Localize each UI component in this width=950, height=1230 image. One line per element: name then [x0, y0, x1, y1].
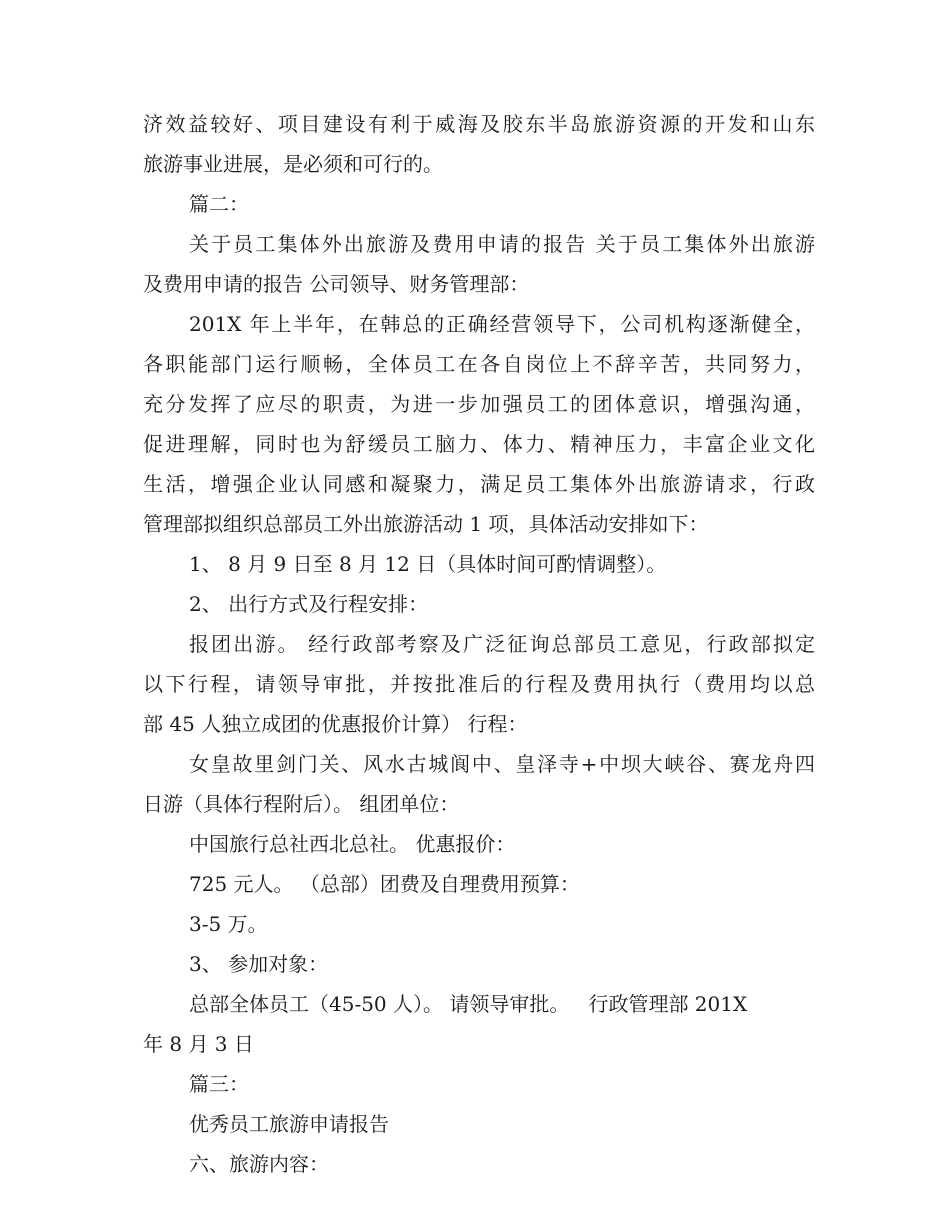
text-line: 促进理解，同时也为舒缓员工脑力、体力、精神压力，丰富企业文化	[143, 432, 815, 456]
text-line: 中国旅行总社西北总社。 优惠报价：	[189, 832, 516, 856]
text-line: 及费用申请的报告 公司领导、财务管理部：	[143, 272, 530, 296]
section-heading: 篇三：	[189, 1072, 249, 1096]
text-line: 部 45 人独立成团的优惠报价计算） 行程：	[143, 712, 528, 736]
list-item: 1、 8 月 9 日至 8 月 12 日（具体时间可酌情调整）。	[189, 552, 667, 576]
text-line: 旅游事业进展，是必须和可行的。	[143, 152, 443, 176]
text-line: 总部全体员工（45-50 人）。 请领导审批。 行政管理部 201X	[189, 992, 748, 1016]
text-line: 201X 年上半年，在韩总的正确经营领导下，公司机构逐渐健全，	[189, 312, 815, 336]
document-body	[143, 104, 815, 1184]
text-line: 关于员工集体外出旅游及费用申请的报告 关于员工集体外出旅游	[189, 232, 815, 256]
list-item: 2、 出行方式及行程安排：	[189, 592, 429, 616]
text-line: 3-5 万。	[189, 912, 268, 936]
text-line: 优秀员工旅游申请报告	[189, 1112, 389, 1136]
text-line: 生活，增强企业认同感和凝聚力，满足员工集体外出旅游请求，行政	[143, 472, 815, 496]
section-heading: 篇二：	[189, 192, 249, 216]
text-line: 管理部拟组织总部员工外出旅游活动 1 项，具体活动安排如下：	[143, 512, 709, 536]
text-line: 各职能部门运行顺畅，全体员工在各自岗位上不辞辛苦，共同努力，	[143, 352, 815, 376]
text-line: 济效益较好、项目建设有利于威海及胶东半岛旅游资源的开发和山东	[143, 112, 815, 136]
text-line: 报团出游。 经行政部考察及广泛征询总部员工意见，行政部拟定	[189, 632, 815, 656]
text-line: 日游（具体行程附后）。 组团单位：	[143, 792, 460, 816]
text-line: 年 8 月 3 日	[143, 1032, 254, 1056]
text-line: 以下行程，请领导审批，并按批准后的行程及费用执行（费用均以总	[143, 672, 815, 696]
text-line: 充分发挥了应尽的职责，为进一步加强员工的团体意识，增强沟通，	[143, 392, 815, 416]
list-item: 3、 参加对象：	[189, 952, 329, 976]
text-line: 女皇故里剑门关、风水古城阆中、皇泽寺+中坝大峡谷、赛龙舟四	[189, 752, 815, 776]
text-line: 六、旅游内容：	[189, 1152, 329, 1176]
text-line: 725 元人。 （总部）团费及自理费用预算：	[189, 872, 580, 896]
